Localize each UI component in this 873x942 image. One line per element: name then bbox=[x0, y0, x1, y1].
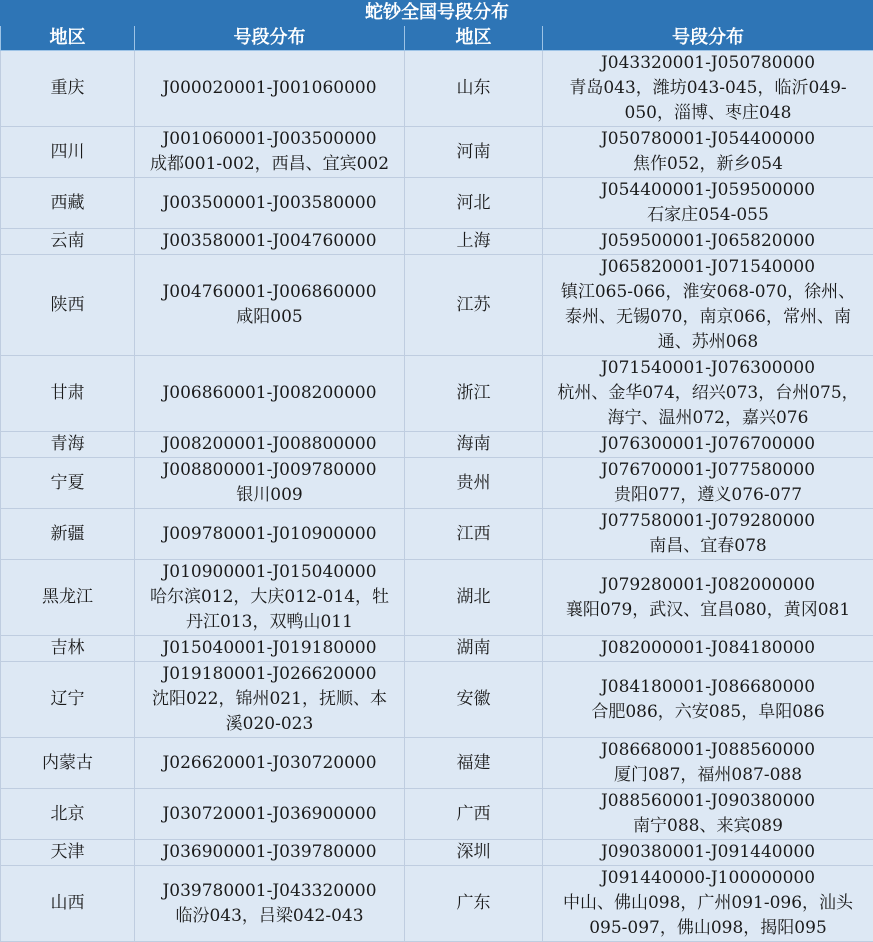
table-row bbox=[1, 458, 873, 509]
segment-cell bbox=[543, 662, 873, 738]
segment-line: J059500001-J065820000 bbox=[543, 229, 873, 254]
region-cell: 江苏 bbox=[405, 255, 543, 356]
segment-cell bbox=[543, 866, 873, 942]
table-row bbox=[1, 866, 873, 942]
region-cell: 天津 bbox=[1, 840, 135, 866]
segment-line: 贵阳077，遵义076-077 bbox=[543, 483, 873, 508]
segment-cell bbox=[543, 178, 873, 229]
segment-line: 沈阳022，锦州021，抚顺、本 bbox=[135, 687, 404, 712]
segment-cell bbox=[135, 738, 405, 789]
table-row bbox=[1, 636, 873, 662]
table-row bbox=[1, 51, 873, 127]
segment-line: 襄阳079，武汉、宜昌080，黄冈081 bbox=[543, 598, 873, 623]
segment-line: J039780001-J043320000 bbox=[135, 879, 404, 904]
table-title: 蛇钞全国号段分布 bbox=[1, 1, 873, 26]
table-row bbox=[1, 560, 873, 636]
segment-cell bbox=[543, 458, 873, 509]
segment-cell bbox=[135, 356, 405, 432]
segment-cell bbox=[135, 509, 405, 560]
segment-cell bbox=[543, 432, 873, 458]
segment-line: J076700001-J077580000 bbox=[543, 458, 873, 483]
segment-cell bbox=[543, 51, 873, 127]
segment-cell bbox=[135, 662, 405, 738]
segment-line: 合肥086，六安085，阜阳086 bbox=[543, 700, 873, 725]
segment-line: 南宁088、来宾089 bbox=[543, 814, 873, 839]
header-region-left: 地区 bbox=[1, 26, 135, 51]
segment-line: 成都001-002，西昌、宜宾002 bbox=[135, 152, 404, 177]
table-body bbox=[1, 51, 873, 942]
region-cell: 江西 bbox=[405, 509, 543, 560]
segment-line: J026620001-J030720000 bbox=[135, 751, 404, 776]
segment-line: J010900001-J015040000 bbox=[135, 560, 404, 585]
segment-cell bbox=[543, 840, 873, 866]
segment-cell bbox=[135, 432, 405, 458]
segment-cell bbox=[135, 560, 405, 636]
segment-line: J008800001-J009780000 bbox=[135, 458, 404, 483]
segment-line: J077580001-J079280000 bbox=[543, 509, 873, 534]
segment-cell bbox=[543, 738, 873, 789]
region-cell: 广西 bbox=[405, 789, 543, 840]
region-cell: 河南 bbox=[405, 127, 543, 178]
segment-cell bbox=[543, 560, 873, 636]
segment-line: 泰州、无锡070，南京066，常州、南 bbox=[543, 305, 873, 330]
region-cell: 内蒙古 bbox=[1, 738, 135, 789]
segment-cell bbox=[543, 636, 873, 662]
header-segment-right: 号段分布 bbox=[543, 26, 873, 51]
segment-line: 镇江065-066，淮安068-070，徐州、 bbox=[543, 280, 873, 305]
table-row bbox=[1, 255, 873, 356]
table-row bbox=[1, 840, 873, 866]
segment-line: 095-097，佛山098，揭阳095 bbox=[543, 916, 873, 941]
segment-line: J084180001-J086680000 bbox=[543, 675, 873, 700]
segment-line: 银川009 bbox=[135, 483, 404, 508]
segment-cell bbox=[135, 127, 405, 178]
segment-line: 临汾043，吕梁042-043 bbox=[135, 904, 404, 929]
segment-cell bbox=[543, 509, 873, 560]
region-cell: 湖北 bbox=[405, 560, 543, 636]
region-cell: 湖南 bbox=[405, 636, 543, 662]
segment-cell bbox=[543, 255, 873, 356]
title-row bbox=[1, 1, 873, 26]
segment-line: 溪020-023 bbox=[135, 712, 404, 737]
segment-cell bbox=[135, 840, 405, 866]
segment-cell bbox=[135, 866, 405, 942]
table-row bbox=[1, 127, 873, 178]
region-cell: 甘肃 bbox=[1, 356, 135, 432]
header-region-right: 地区 bbox=[405, 26, 543, 51]
table-row bbox=[1, 432, 873, 458]
region-cell: 西藏 bbox=[1, 178, 135, 229]
region-cell: 青海 bbox=[1, 432, 135, 458]
segment-line: J043320001-J050780000 bbox=[543, 51, 873, 76]
segment-line: J009780001-J010900000 bbox=[135, 522, 404, 547]
segment-line: J090380001-J091440000 bbox=[543, 840, 873, 865]
segment-line: J019180001-J026620000 bbox=[135, 662, 404, 687]
region-cell: 云南 bbox=[1, 229, 135, 255]
segment-line: J006860001-J008200000 bbox=[135, 381, 404, 406]
region-cell: 山西 bbox=[1, 866, 135, 942]
segment-cell bbox=[135, 178, 405, 229]
region-cell: 重庆 bbox=[1, 51, 135, 127]
region-cell: 陕西 bbox=[1, 255, 135, 356]
segment-line: J036900001-J039780000 bbox=[135, 840, 404, 865]
segment-line: 咸阳005 bbox=[135, 305, 404, 330]
segment-line: 中山、佛山098，广州091-096，汕头 bbox=[543, 891, 873, 916]
region-cell: 黑龙江 bbox=[1, 560, 135, 636]
segment-line: J071540001-J076300000 bbox=[543, 356, 873, 381]
segment-line: J030720001-J036900000 bbox=[135, 802, 404, 827]
region-cell: 北京 bbox=[1, 789, 135, 840]
segment-line: J088560001-J090380000 bbox=[543, 789, 873, 814]
segment-line: J000020001-J001060000 bbox=[135, 76, 404, 101]
segment-line: J001060001-J003500000 bbox=[135, 127, 404, 152]
region-cell: 浙江 bbox=[405, 356, 543, 432]
segment-line: 哈尔滨012，大庆012-014，牡 bbox=[135, 585, 404, 610]
segment-line: 厦门087，福州087-088 bbox=[543, 763, 873, 788]
segment-line: J054400001-J059500000 bbox=[543, 178, 873, 203]
segment-cell bbox=[543, 356, 873, 432]
segment-line: J003580001-J004760000 bbox=[135, 229, 404, 254]
segment-cell bbox=[135, 458, 405, 509]
table-row bbox=[1, 509, 873, 560]
table-row bbox=[1, 229, 873, 255]
segment-line: J086680001-J088560000 bbox=[543, 738, 873, 763]
region-cell: 上海 bbox=[405, 229, 543, 255]
segment-line: J004760001-J006860000 bbox=[135, 280, 404, 305]
segment-line: 杭州、金华074，绍兴073，台州075， bbox=[543, 381, 873, 406]
table-row bbox=[1, 178, 873, 229]
segment-cell bbox=[135, 255, 405, 356]
segment-line: J008200001-J008800000 bbox=[135, 432, 404, 457]
segment-cell bbox=[135, 51, 405, 127]
region-cell: 四川 bbox=[1, 127, 135, 178]
segment-line: J091440000-J100000000 bbox=[543, 866, 873, 891]
segment-cell bbox=[543, 127, 873, 178]
region-cell: 河北 bbox=[405, 178, 543, 229]
segment-cell bbox=[135, 789, 405, 840]
region-cell: 新疆 bbox=[1, 509, 135, 560]
segment-cell bbox=[135, 229, 405, 255]
table-row bbox=[1, 662, 873, 738]
segment-line: 通、苏州068 bbox=[543, 330, 873, 355]
segment-line: J003500001-J003580000 bbox=[135, 191, 404, 216]
header-row bbox=[1, 26, 873, 51]
region-cell: 福建 bbox=[405, 738, 543, 789]
region-cell: 宁夏 bbox=[1, 458, 135, 509]
region-cell: 贵州 bbox=[405, 458, 543, 509]
region-cell: 吉林 bbox=[1, 636, 135, 662]
region-cell: 海南 bbox=[405, 432, 543, 458]
segment-line: 青岛043，潍坊043-045，临沂049- bbox=[543, 76, 873, 101]
region-cell: 广东 bbox=[405, 866, 543, 942]
region-cell: 安徽 bbox=[405, 662, 543, 738]
segment-line: 050，淄博、枣庄048 bbox=[543, 101, 873, 126]
region-cell: 山东 bbox=[405, 51, 543, 127]
header-segment-left: 号段分布 bbox=[135, 26, 405, 51]
segment-line: 海宁、温州072，嘉兴076 bbox=[543, 406, 873, 431]
segment-line: J076300001-J076700000 bbox=[543, 432, 873, 457]
segment-cell bbox=[135, 636, 405, 662]
table-row bbox=[1, 356, 873, 432]
segment-line: J065820001-J071540000 bbox=[543, 255, 873, 280]
segment-line: 石家庄054-055 bbox=[543, 203, 873, 228]
segment-cell bbox=[543, 789, 873, 840]
segment-line: J050780001-J054400000 bbox=[543, 127, 873, 152]
segment-line: J082000001-J084180000 bbox=[543, 636, 873, 661]
segment-line: 焦作052，新乡054 bbox=[543, 152, 873, 177]
region-cell: 辽宁 bbox=[1, 662, 135, 738]
segment-line: 南昌、宜春078 bbox=[543, 534, 873, 559]
segment-line: J015040001-J019180000 bbox=[135, 636, 404, 661]
segment-line: 丹江013，双鸭山011 bbox=[135, 610, 404, 635]
segment-cell bbox=[543, 229, 873, 255]
region-cell: 深圳 bbox=[405, 840, 543, 866]
table-row bbox=[1, 738, 873, 789]
segment-line: J079280001-J082000000 bbox=[543, 573, 873, 598]
table-row bbox=[1, 789, 873, 840]
